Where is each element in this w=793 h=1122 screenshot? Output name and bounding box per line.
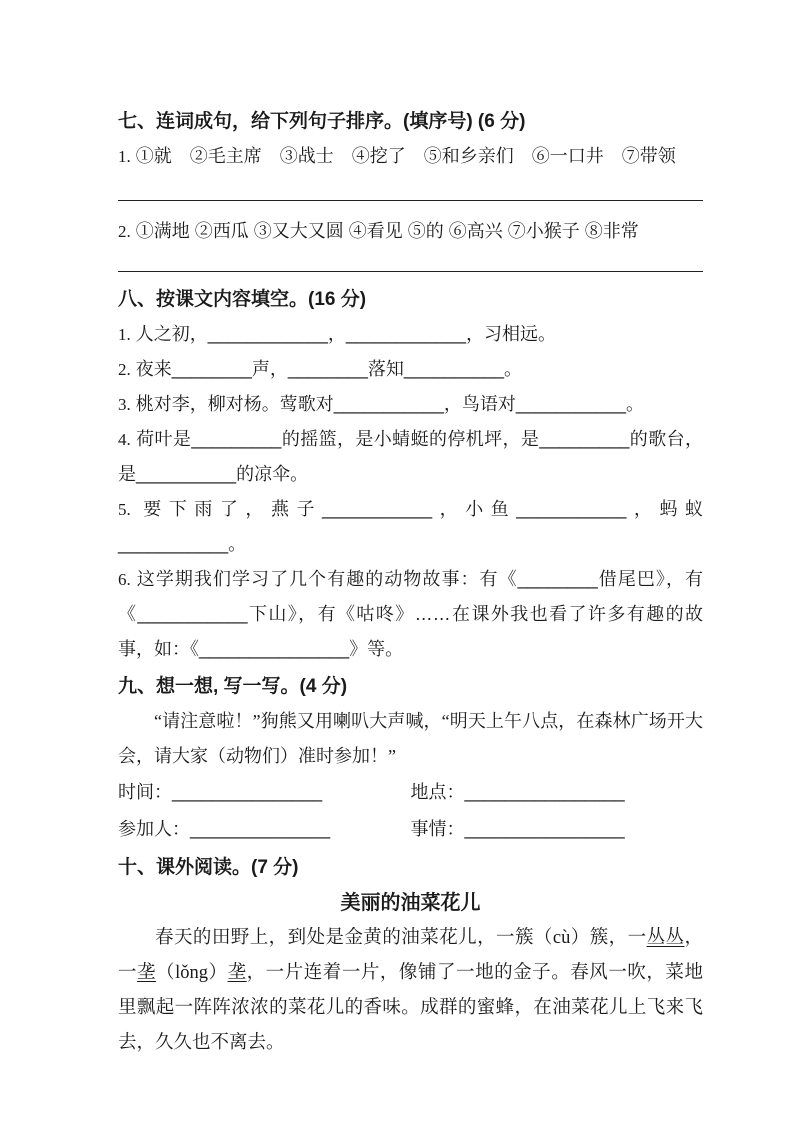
fill-blank-text: 夜来________声，________落知__________。: [135, 359, 523, 379]
fill-blank-text: 荷叶是_________的摇篮，是小蜻蜓的停机坪，是_________的歌台，是__________的凉伞。: [118, 429, 703, 484]
question-number: 1.: [118, 147, 131, 166]
fill-blank-item: [118, 317, 703, 352]
section-9-heading: 九、想一想, 写一写。(4 分): [118, 676, 348, 697]
fill-blank-text: 要下雨了，燕子___________，小鱼___________，蚂蚁___________。: [118, 499, 703, 554]
fill-blank-text: 桃对李，柳对杨。莺歌对___________，鸟语对___________。: [135, 394, 644, 414]
question-number: 6.: [118, 570, 131, 589]
field-event-label: 事情：: [410, 819, 465, 839]
answer-line: [118, 174, 703, 201]
passage-segment: 春天的田野上，到处是金黄的油菜花儿，一簇（cù）簇，一: [155, 928, 647, 948]
fill-blank-item: [118, 422, 703, 492]
field-participants-label: 参加人：: [118, 819, 190, 839]
section-10: [118, 850, 703, 1061]
field-time-blank: _______________: [172, 782, 323, 802]
question-number: 2.: [118, 222, 131, 241]
field-place-blank: ________________: [464, 782, 625, 802]
question-number: 3.: [118, 395, 131, 414]
announcement-quote: “请注意啦！”狗熊又用喇叭大声喊，“明天上午八点，在森林广场开大会，请大家（动物们）准时参加！”: [118, 711, 703, 766]
field-place: [411, 774, 704, 811]
field-event-blank: ________________: [464, 819, 625, 839]
fill-blank-text: 这学期我们学习了几个有趣的动物故事：有《________借尾巴》，有《___________下山》，有《咕咚》……在课外我也看了许多有趣的故事，如：《_______________》等。: [118, 569, 703, 659]
underlined-word: 垄: [137, 963, 157, 983]
fill-blank-item: [118, 352, 703, 387]
question-7-1-text: ①就 ②毛主席 ③战士 ④挖了 ⑤和乡亲们 ⑥一口井 ⑦带领: [135, 146, 676, 166]
fill-blank-item: [118, 387, 703, 422]
section-8-heading: 八、按课文内容填空。(16 分): [118, 289, 367, 310]
question-number: 1.: [118, 325, 131, 344]
passage-segment: （lǒng）: [156, 963, 228, 983]
section-7: [118, 104, 703, 272]
passage-segment: ，一片连着一片，像铺了一地的金子。春风一吹，菜地里飘起一阵阵浓浓的菜花儿的香味。成群的蜜蜂，在油菜花儿上飞来飞去，久久也不离去。: [118, 963, 703, 1053]
question-number: 2.: [118, 360, 131, 379]
question-7-1: [118, 139, 703, 174]
fill-blank-text: 人之初，____________，____________，习相远。: [135, 324, 557, 344]
question-7-2: [118, 214, 703, 249]
question-number: 4.: [118, 430, 131, 449]
underlined-word: 丛丛: [646, 928, 685, 948]
section-7-heading: 七、连词成句，给下列句子排序。(填序号) (6 分): [118, 111, 526, 132]
field-participants-blank: ______________: [190, 819, 331, 839]
passage-segment: ，一: [118, 928, 703, 983]
fill-blank-item: [118, 562, 703, 667]
question-number: 5.: [118, 500, 131, 519]
section-10-heading: 十、课外阅读。(7 分): [118, 857, 299, 878]
answer-fields: [118, 774, 703, 848]
field-place-label: 地点：: [410, 782, 465, 802]
underlined-word: 垄: [227, 963, 247, 983]
fill-blank-item: [118, 492, 703, 562]
reading-title: 美丽的油菜花儿: [340, 892, 481, 914]
field-participants: [118, 811, 411, 848]
section-8: [118, 282, 703, 667]
answer-line: [118, 249, 703, 272]
field-time: [118, 774, 411, 811]
field-time-label: 时间：: [118, 782, 172, 802]
section-9: [118, 669, 703, 848]
field-event: [411, 811, 704, 848]
question-7-2-text: ①满地 ②西瓜 ③又大又圆 ④看见 ⑤的 ⑥高兴 ⑦小猴子 ⑧非常: [135, 221, 639, 241]
reading-passage: [118, 921, 703, 1061]
